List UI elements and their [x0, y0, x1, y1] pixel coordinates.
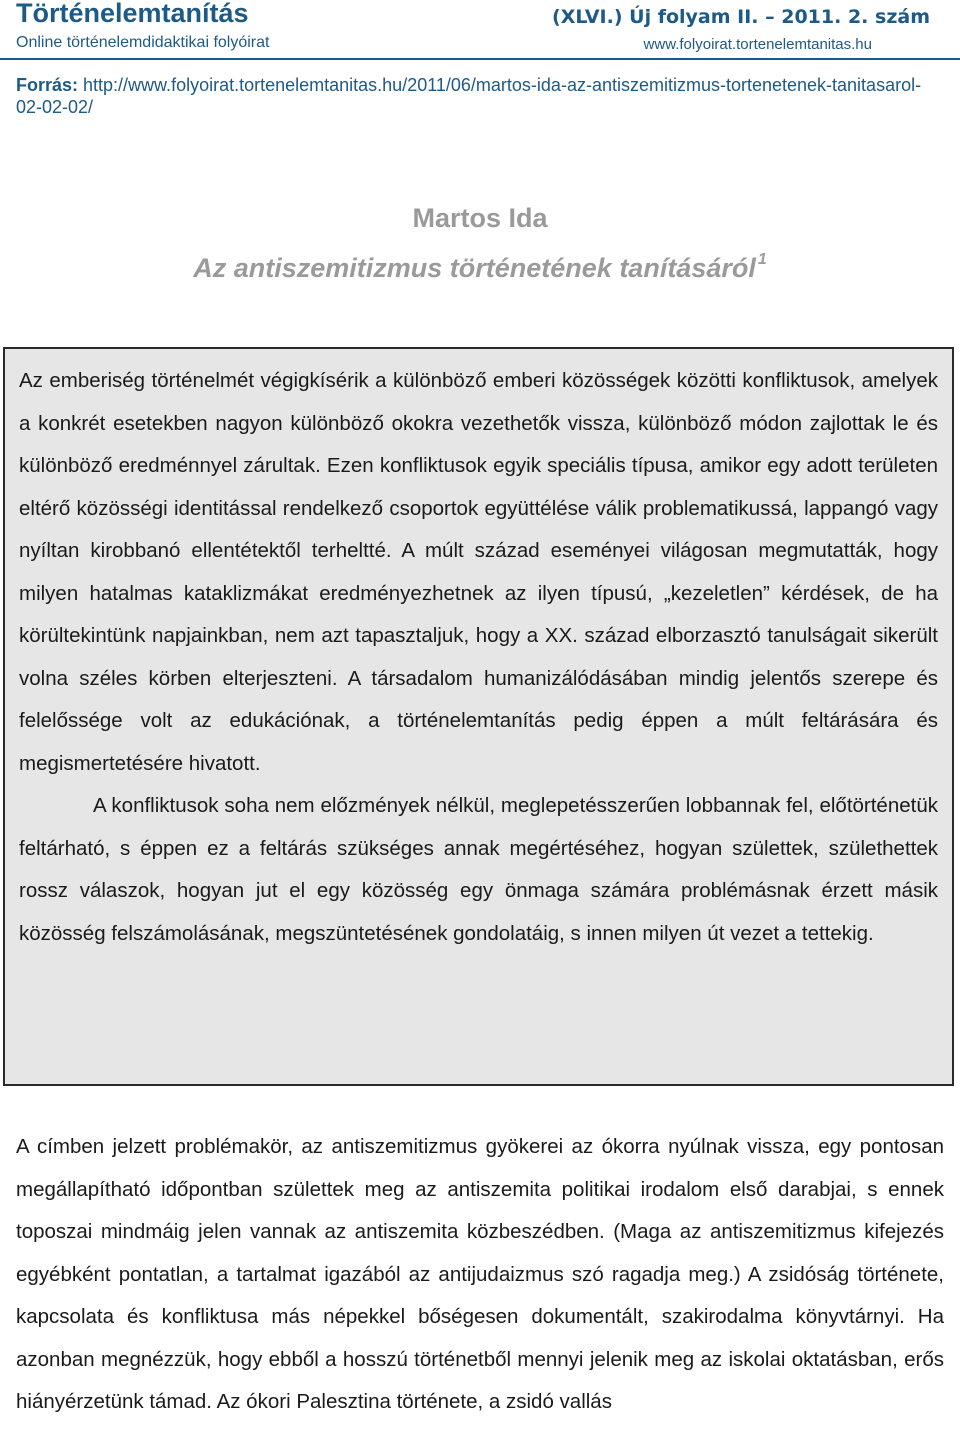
source-line: [16, 74, 926, 118]
issue-label: (XLVI.) Új folyam II. – 2011. 2. szám: [552, 6, 930, 28]
journal-subtitle: Online történelemdidaktikai folyóirat: [16, 34, 270, 51]
footnote-marker[interactable]: 1: [757, 251, 767, 268]
header-divider: [0, 58, 960, 60]
article-title: [0, 251, 960, 284]
abstract-box: [3, 347, 954, 1086]
body-paragraph: A címben jelzett problémakör, az antiszemitizmus gyökerei az ókorra nyúlnak vissza, egy pontosan megállapítható időpontban születtek meg az antiszemita politikai irodalom első darabjai, s ennek toposzai mindmáig jelen vannak az antiszemita közbeszédben. (Maga az antiszemitizmus kifejezés egyébként pontatlan, a tartalmat igazából az antijudaizmus szó ragadja meg.) A zsidóság története, kapcsolata és konfliktusa más népekkel bőségesen dokumentált, szakirodalma könyvtárnyi. Ha azonban megnézzük, hogy ebből a hosszú történetből mennyi jelenik meg az iskolai oktatásban, erős hiányérzetünk támad. Az ókori Palesztina története, a zsidó vallás: [16, 1135, 944, 1413]
body-text: [16, 1126, 944, 1424]
site-url[interactable]: www.folyoirat.tortenelemtanitas.hu: [643, 36, 872, 53]
source-url-link[interactable]: http://www.folyoirat.tortenelemtanitas.hu/2011/06/martos-ida-az-antiszemitizmus-tortenetenek-tanitasarol-02-02-02/: [16, 75, 922, 117]
journal-title: Történelemtanítás: [16, 0, 249, 28]
abstract-paragraph: Az emberiség történelmét végigkísérik a különböző emberi közösségek közötti konfliktusok, amelyek a konkrét esetekben nagyon különböző okokra vezethetők vissza, különböző módon zajlottak le és különböző eredménnyel zárultak. Ezen konfliktusok egyik speciális típusa, amikor egy adott területen eltérő közösségi identitással rendelkező csoportok együttélése válik problematikussá, lappangó vagy nyíltan kirobbanó ellentétektől terheltté. A múlt század eseményei világosan megmutatták, hogy milyen hatalmas kataklizmákat eredményezhetnek az ilyen típusú, „kezeletlen” kérdések, de ha körültekintünk napjainkban, nem azt tapasztaljuk, hogy a XX. század elborzasztó tanulságait sikerült volna széles körben elterjeszteni. A társadalom humanizálódásában mindig jelentős szerepe és felelőssége volt az edukációnak, a történelemtanítás pedig éppen a múlt feltárására és megismertetésére hivatott.: [19, 369, 938, 775]
abstract-paragraph: A konfliktusok soha nem előzmények nélkül, meglepetésszerűen lobbannak fel, előtörténetük feltárható, s éppen ez a feltárás szükséges annak megértéséhez, hogyan születtek, születhettek rossz válaszok, hogyan jut el egy közösség egy önmaga számára problémásnak érzett másik közösség felszámolásának, megszüntetésének gondolatáig, s innen milyen út vezet a tettekig.: [19, 794, 938, 945]
source-label: Forrás:: [16, 75, 79, 95]
article-title-text: Az antiszemitizmus történetének tanításáról: [193, 253, 756, 283]
article-author: Martos Ida: [412, 203, 548, 233]
